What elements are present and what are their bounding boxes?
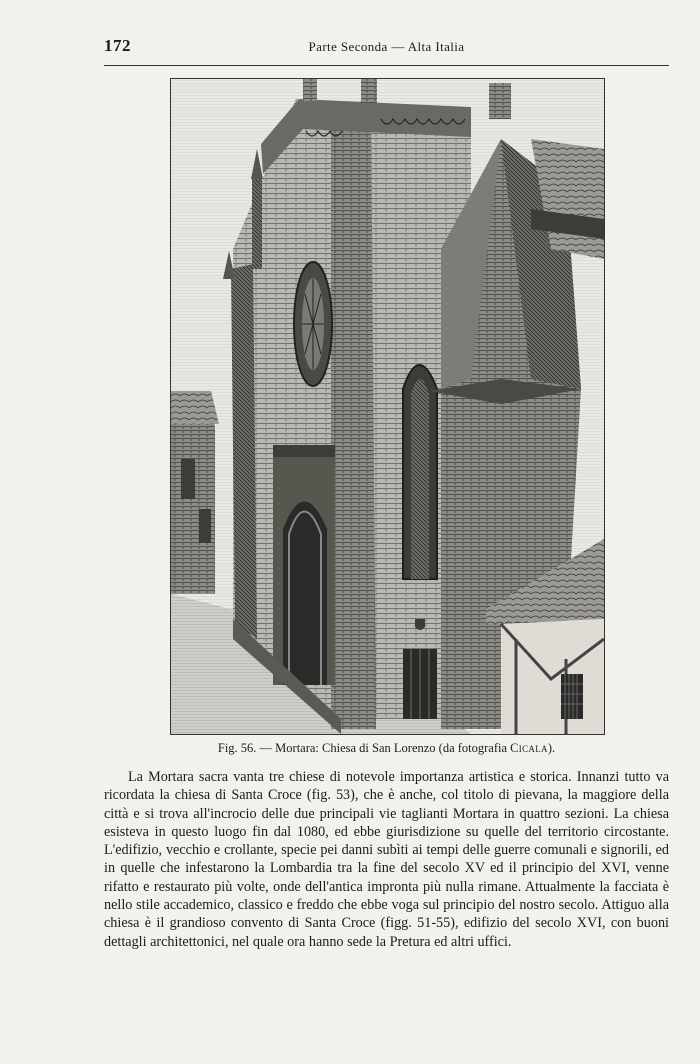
running-title: Parte Seconda — Alta Italia [308,39,465,54]
figure-caption [104,741,669,756]
church-engraving-figure [170,78,605,735]
body-paragraph: La Mortara sacra vanta tre chiese di notevole importanza artistica e storica. Innanzi tutto va ricordata la chiesa di Santa Croce (fig. 53), che è anche, col titolo di pievana, la maggiore della città e si trova all'incrocio delle due principali vie taglianti Mortara in quattro sezioni. La chiesa esisteva in questo luogo fin dal 1080, ed ebbe giurisdizione su quelle del territorio circostante. L'edifizio, vecchio e crollante, specie pei danni subìti ai tempi delle guerre comunali e signorili, ed in quelle che infestarono la Lombardia tra la fine del secolo XV ed il principio del XVI, venne rifatto e restaurato più volte, onde dell'antica impronta più nulla rimane. Attualmente la facciata è nello stile accademico, classico e freddo che ebbe voga sul principio del nostro secolo. Attiguo alla chiesa è il grandioso convento di Santa Croce (figg. 51-55), edifizio del secolo XVI, con buoni dettagli architettonici, nel quale ora hanno sede la Pretura ed altri uffici. [104,769,669,950]
page-number: 172 [104,36,131,55]
body-text [104,768,669,951]
church-engraving [171,79,604,734]
header-rule [104,65,669,66]
caption-end: ). [547,741,556,755]
caption-text: Fig. 56. — Mortara: Chiesa di San Lorenzo (da fotografia [217,741,511,755]
caption-credit: Cicala [510,741,548,755]
running-head [104,36,669,62]
